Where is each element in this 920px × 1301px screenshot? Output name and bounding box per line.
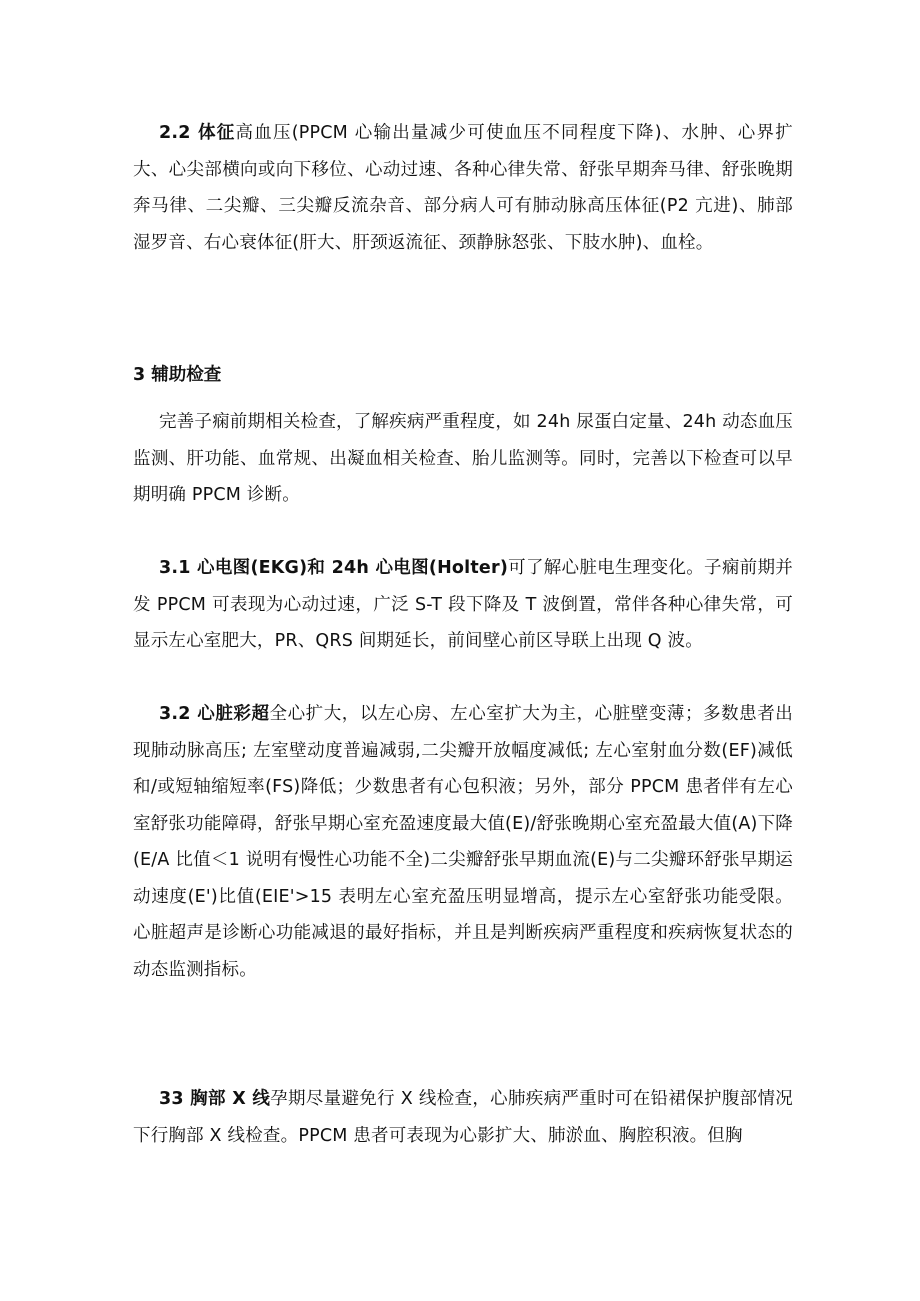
section-3-1-title: 3.1 心电图(EKG)和 24h 心电图(Holter) xyxy=(159,558,509,578)
section-3-3-text: 孕期尽量避免行 X 线检查，心肺疾病严重时可在铅裙保护腹部情况下行胸部 X 线检查。PPCM 患者可表现为心影扩大、肺淤血、胸腔积液。但胸 xyxy=(133,1089,793,1146)
section-3-intro: 完善子痫前期相关检查，了解疾病严重程度，如 24h 尿蛋白定量、24h 动态血压监测、肝功能、血常规、出凝血相关检查、胎儿监测等。同时，完善以下检查可以早期明确 PPCM 诊断。 xyxy=(133,412,793,505)
section-2-2-paragraph xyxy=(133,115,793,261)
section-2-2-title: 2.2 体征 xyxy=(159,123,236,143)
section-3-2-title: 3.2 心脏彩超 xyxy=(159,704,270,724)
section-3-1-text: 可了解心脏电生理变化。子痫前期并发 PPCM 可表现为心动过速，广泛 S-T 段下降及 T 波倒置，常伴各种心律失常，可显示左心室肥大，PR、QRS 间期延长，前间壁心前区导联上出现 Q 波。 xyxy=(133,558,793,651)
section-3-2-paragraph xyxy=(133,696,793,988)
section-3-1-paragraph xyxy=(133,550,793,660)
section-3-2-text: 全心扩大，以左心房、左心室扩大为主，心脏壁变薄；多数患者出现肺动脉高压; 左室壁动度普遍减弱,二尖瓣开放幅度减低; 左心室射血分数(EF)减低和/或短轴缩短率(FS)降低；少数患者有心包积液；另外，部分 PPCM 患者伴有左心室舒张功能障碍，舒张早期心室充盈速度最大值(E)/舒张晚期心室充盈最大值(A)下降(E/A 比值＜1 说明有慢性心功能不全)二尖瓣舒张早期血流(E)与二尖瓣环舒张早期运动速度(E')比值(EIE'>15 表明左心室充盈压明显增高，提示左心室舒张功能受限。心脏超声是诊断心功能减退的最好指标，并且是判断疾病严重程度和疾病恢复状态的动态监测指标。 xyxy=(133,704,793,980)
section-3-3-title: 33 胸部 X 线 xyxy=(159,1089,271,1109)
section-2-2-text: 高血压(PPCM 心输出量减少可使血压不同程度下降)、水肿、心界扩大、心尖部横向或向下移位、心动过速、各种心律失常、舒张早期奔马律、舒张晚期奔马律、二尖瓣、三尖瓣反流杂音、部分病人可有肺动脉高压体征(P2 亢进)、肺部湿罗音、右心衰体征(肝大、肝颈返流征、颈静脉怒张、下肢水肿)、血栓。 xyxy=(133,123,794,253)
section-3-3-paragraph xyxy=(133,1081,793,1154)
section-3-heading: 3 辅助检查 xyxy=(133,365,222,385)
